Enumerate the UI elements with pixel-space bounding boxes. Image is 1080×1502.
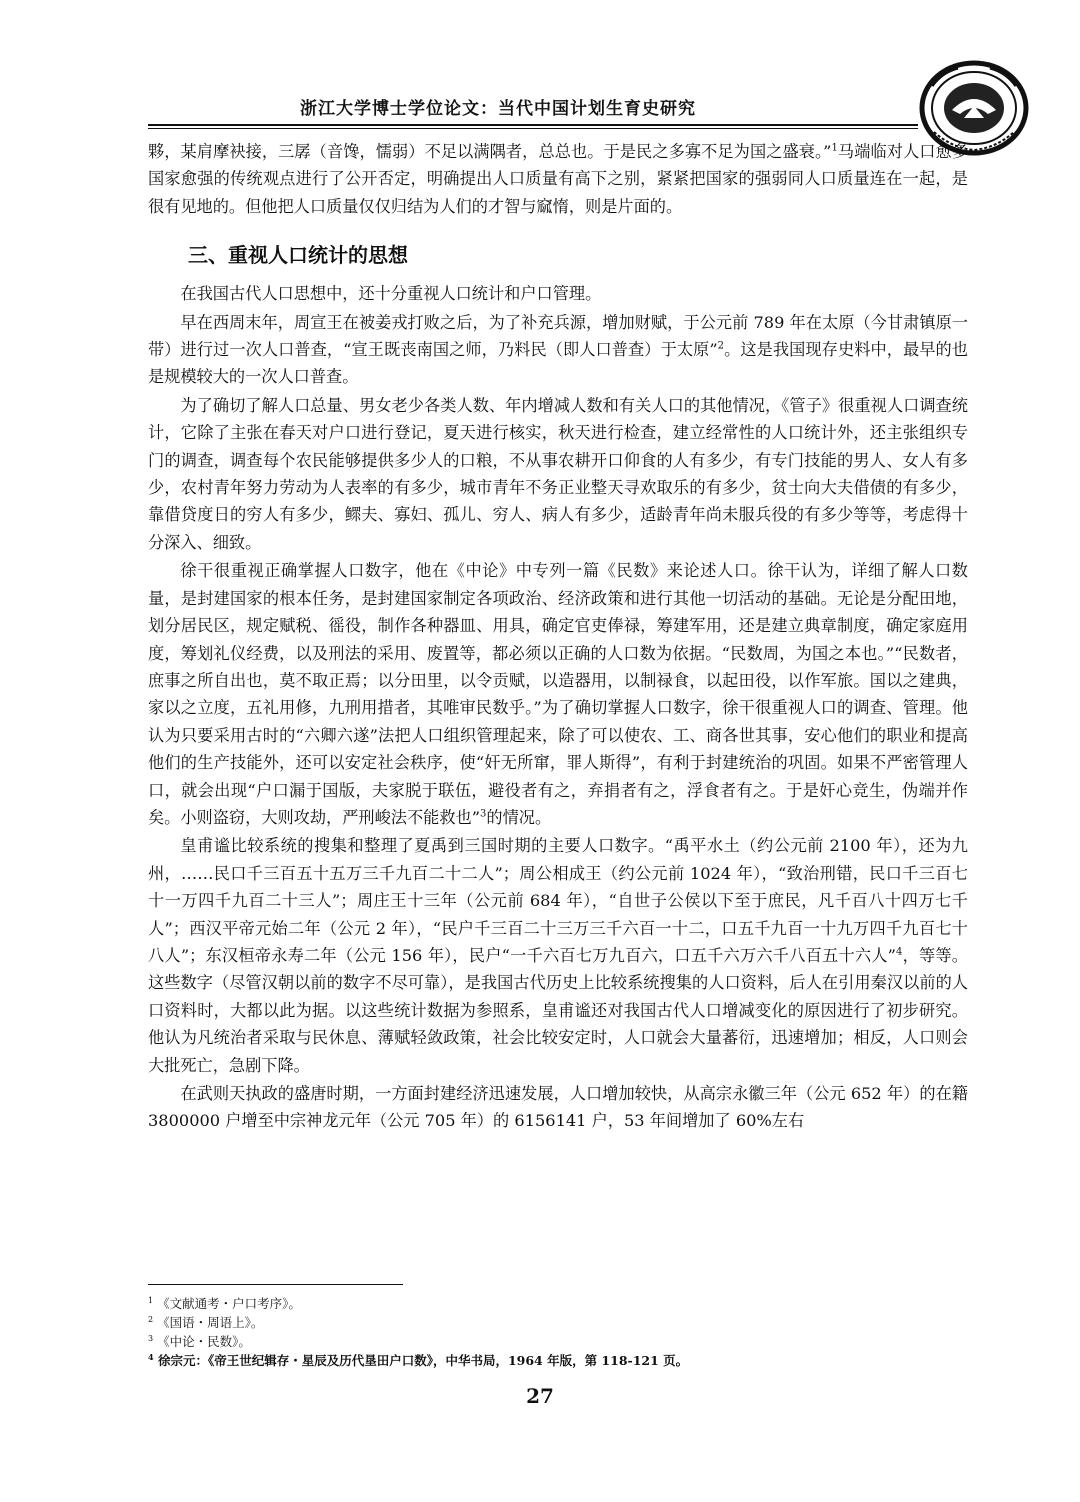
- paragraph: 为了确切了解人口总量、男女老少各类人数、年内增减人数和有关人口的其他情况，《管子》很重视人口调查统计，它除了主张在春天对户口进行登记，夏天进行核实，秋天进行检查，建立经常性的人口统计外，还主张组织专门的调查，调查每个农民能够提供多少人的口粮，不从事农耕开口仰食的人有多少，有专门技能的男人、女人有多少，农村青年努力劳动为人表率的有多少，城市青年不务正业整天寻欢取乐的有多少，贫士向大夫借债的有多少，靠借贷度日的穷人有多少，鳏夫、寡妇、孤儿、穷人、病人有多少，适龄青年尚未服兵役的有多少等等，考虑得十分深入、细致。: [148, 395, 968, 552]
- paragraph: 夥，某肩摩袂接，三孱（音馋，懦弱）不足以满隅者，总总也。于是民之多寡不足为国之盛衰。”$^1$马端临对人口愈多国家愈强的传统观点进行了公开否定，明确提出人口质量有高下之别，紧紧把国家的强弱同人口质量连在一起，是很有见地的。但他把人口质量仅仅归结为人们的才智与窳惰，则是片面的。: [148, 142, 968, 216]
- footnote: $^4$ 徐宗元：《帝王世纪辑存・星辰及历代垦田户口数》，中华书局，1964 年版，第 118-121 页。: [148, 1351, 689, 1368]
- running-header: 浙江大学博士学位论文：当代中国计划生育史研究: [300, 99, 696, 119]
- footnote-marker[interactable]: 1: [831, 142, 838, 154]
- footnote-mark: 1: [148, 1295, 154, 1305]
- footnotes: [148, 1294, 968, 1370]
- paragraph: 皇甫谧比较系统的搜集和整理了夏禹到三国时期的主要人口数字。“禹平水土（约公元前 2100 年），还为九州，……民口千三百五十五万三千九百二十二人”；周公相成王（约公元前 1024 年），“致治刑错，民口千三百七十一万四千九百二十三人”；周庄王十三年（公元前 684 年），“自世子公侯以下至于庶民，凡千百八十四万七千人”；西汉平帝元始二年（公元 2 年），“民户千三百二十三万三千六百一十二，口五千九百一十九万四千九百七十八人”；东汉桓帝永寿二年（公元 156 年），民户“一千六百七万九百六，口五千六万六千八百五十六人”$^4$，等等。这些数字（尽管汉朝以前的数字不尽可靠），是我国古代历史上比较系统搜集的人口资料，后人在引用秦汉以前的人口资料时，大都以此为据。以这些统计数据为参照系，皇甫谧还对我国古代人口增减变化的原因进行了初步研究。他认为凡统治者采取与民休息、薄赋轻敛政策，社会比较安定时，人口就会大量蕃衍，迅速增加；相反，人口则会大批死亡，急剧下降。: [148, 836, 968, 1075]
- body-text: [148, 138, 968, 1135]
- page-number: 27: [526, 1384, 554, 1408]
- paragraph: 在我国古代人口思想中，还十分重视人口统计和户口管理。: [180, 284, 602, 304]
- footnote-marker[interactable]: 2: [717, 340, 725, 352]
- footnote-marker[interactable]: 4: [895, 946, 903, 958]
- section-heading: 三、重视人口统计的思想: [188, 243, 408, 268]
- paragraph: 早在西周末年，周宣王在被姜戎打败之后，为了补充兵源，增加财赋，于公元前 789 年在太原（今甘肃镇原一带）进行过一次人口普查，“宣王既丧南国之师，乃料民（即人口普查）于太原”$^2$。这是我国现存史料中，最早的也是规模较大的一次人口普查。: [148, 312, 968, 387]
- header-rule: [148, 124, 918, 126]
- paragraph: 徐干很重视正确掌握人口数字，他在《中论》中专列一篇《民数》来论述人口。徐干认为，详细了解人口数量，是封建国家的根本任务，是封建国家制定各项政治、经济政策和进行其他一切活动的基础。无论是分配田地，划分居民区，规定赋税、徭役，制作各种器皿、用具，确定官吏俸禄，筹建军用，还是建立典章制度，确定家庭用度，筹划礼仪经费，以及刑法的采用、废置等，都必须以正确的人口数为依据。“民数周，为国之本也。”“民数者，庶事之所自出也，莫不取正焉；以分田里，以令贡赋，以造器用，以制禄食，以起田役，以作军旅。国以之建典，家以之立度，五礼用修，九刑用措者，其唯审民数乎。”为了确切掌握人口数字，徐干很重视人口的调查、管理。他认为只要采用古时的“六卿六遂”法把人口组织管理起来，除了可以使农、工、商各世其事，安心他们的职业和提高他们的生产技能外，还可以安定社会秩序，使“奸无所窜，罪人斯得”，有利于封建统治的巩固。如果不严密管理人口，就会出现“户口漏于国版，夫家脱于联伍，避役者有之，弃捐者有之，浮食者有之。于是奸心竞生，伪端并作矣。小则盗窃，大则攻劫，严刑峻法不能救也”$^3$的情况。: [148, 561, 968, 827]
- footnote: $^3$ 《中论・民数》。: [148, 1333, 251, 1349]
- footnote-marker[interactable]: 3: [480, 808, 487, 820]
- footnote-rule: [148, 1284, 403, 1285]
- footnote: $^2$ 《国语・周语上》。: [148, 1314, 264, 1330]
- footnote-mark: 2: [148, 1314, 154, 1324]
- header-rule-thin: [148, 128, 918, 129]
- paragraph: 在武则天执政的盛唐时期，一方面封建经济迅速发展，人口增加较快，从高宗永徽三年（公元 652 年）的在籍 3800000 户增至中宗神龙元年（公元 705 年）的 6156141 户，53 年间增加了 60%左右: [148, 1084, 968, 1131]
- footnote-mark: 3: [148, 1333, 154, 1343]
- footnote: $^1$ 《文献通考・户口考序》。: [148, 1295, 301, 1311]
- footnote-mark: 4: [148, 1351, 154, 1362]
